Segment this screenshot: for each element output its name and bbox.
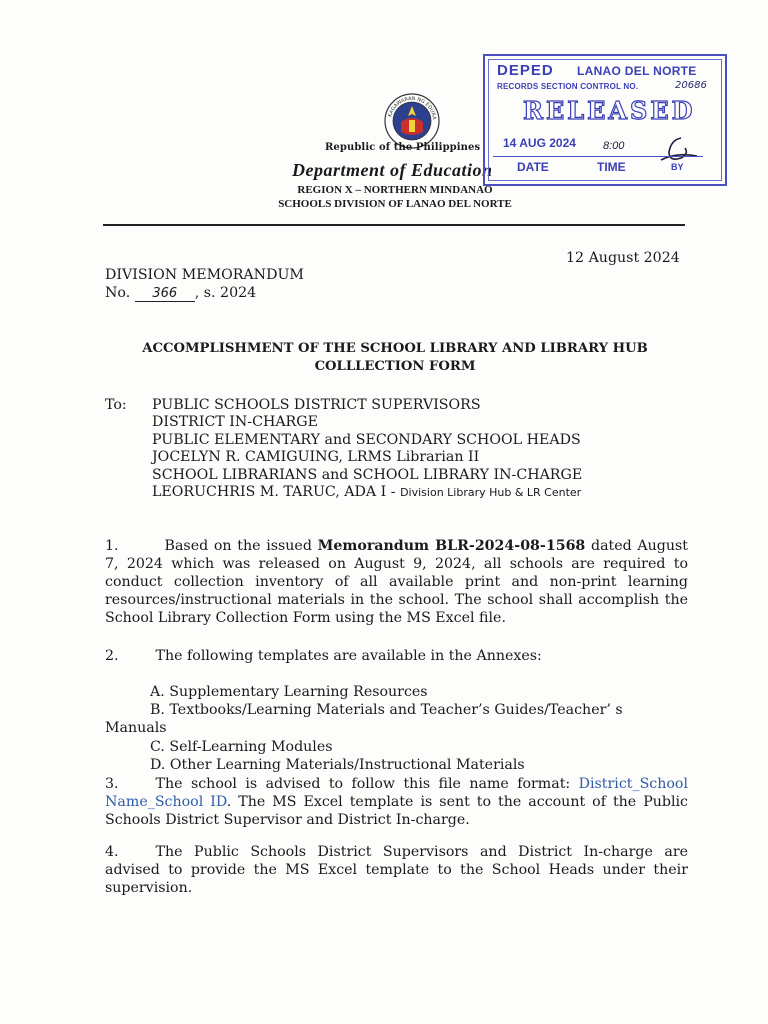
p1-text-b: dated August 7, 2024 which was released on August 9, 2024, all schools are required to conduct collection inventory of all available print and non-print learning resources/instructional materials in the school. The school shall accomplish the School Library Collection Form using the MS Excel file. [105, 538, 689, 626]
stamp-time-value: 8:00 [603, 140, 625, 152]
division-heading: SCHOOLS DIVISION OF LANAO DEL NORTE [278, 198, 512, 210]
stamp-record-number: 20686 [675, 80, 707, 91]
memo-subject: ACCOMPLISHMENT OF THE SCHOOL LIBRARY AND LIBRARY HUB COLLLECTION FORM [142, 341, 648, 374]
annex-c: C. Self-Learning Modules [150, 739, 333, 755]
stamp-location: LANAO DEL NORTE [577, 64, 697, 78]
paragraph-4 [105, 843, 688, 897]
recipient-list [152, 396, 582, 500]
p4-number: 4. [105, 844, 119, 860]
p2-number: 2. [105, 648, 119, 664]
region-heading: REGION X – NORTHERN MINDANAO [297, 184, 493, 196]
stamp-line [493, 156, 703, 157]
p2-text: The following templates are available in the Annexes: [155, 648, 542, 664]
records-released-stamp [483, 54, 727, 186]
recipient-item: JOCELYN R. CAMIGUING, LRMS Librarian II [152, 449, 480, 466]
recipient-item: SCHOOL LIBRARIANS and SCHOOL LIBRARY IN-CHARGE [152, 466, 583, 483]
signature-icon [651, 132, 701, 166]
memo-date: 12 August 2024 [566, 250, 680, 266]
recipient-item: DISTRICT IN-CHARGE [152, 414, 318, 431]
p3-text-a: The school is advised to follow this file name format: [155, 776, 579, 792]
paragraph-2 [105, 647, 542, 665]
memo-type: DIVISION MEMORANDUM [105, 267, 304, 283]
p1-text-a: Based on the issued [164, 538, 318, 554]
recipient-item: PUBLIC ELEMENTARY and SECONDARY SCHOOL HEADS [152, 431, 581, 448]
memo-number-line [105, 284, 256, 302]
memo-number: 366 [135, 287, 195, 302]
recipient-note: Division Library Hub & LR Center [400, 485, 582, 499]
annex-b: B. Textbooks/Learning Materials and Teacher’s Guides/Teacher’ s [150, 702, 623, 718]
paragraph-3 [105, 775, 688, 829]
recipient-item: PUBLIC SCHOOLS DISTRICT SUPERVISORS [152, 397, 481, 413]
p1-memo-ref: Memorandum BLR-2024-08-1568 [317, 538, 586, 554]
annex-a: A. Supplementary Learning Resources [150, 684, 428, 700]
annex-d: D. Other Learning Materials/Instructional Materials [150, 757, 525, 773]
memo-no-label: No. [105, 285, 131, 301]
stamp-status: RELEASED [523, 96, 696, 125]
recipient-name: LEORUCHRIS M. TARUC, ADA I - [152, 483, 401, 500]
department-heading: Department of Education [292, 160, 493, 180]
recipient-item-last [152, 483, 582, 500]
p1-number: 1. [105, 538, 119, 554]
p4-text: The Public Schools District Supervisors and District In-charge are advised to provide the MS Excel template to the School Heads under their supervision. [105, 844, 688, 896]
to-label: To: [105, 397, 127, 413]
stamp-time-label: TIME [597, 160, 626, 174]
stamp-date-value: 14 AUG 2024 [503, 136, 576, 150]
p3-number: 3. [105, 776, 119, 792]
annex-b-cont: Manuals [105, 720, 167, 736]
seal-text: KAGAWARAN NG EDUKA [387, 95, 437, 121]
stamp-record-label: RECORDS SECTION CONTROL NO. [497, 82, 639, 91]
paragraph-1 [105, 537, 688, 627]
stamp-date-label: DATE [517, 160, 549, 174]
header-divider [103, 224, 685, 226]
p3-text-b: . The MS Excel template is sent to the account of the Public Schools District Supervisor and District In-charge. [105, 794, 688, 828]
stamp-by-label: BY [671, 162, 684, 172]
republic-heading: Republic of the Philippines [325, 142, 481, 153]
stamp-agency: DEPED [497, 62, 554, 79]
memo-series: , s. 2024 [194, 285, 257, 301]
p3-file-format: District_School Name_School ID [105, 776, 688, 810]
